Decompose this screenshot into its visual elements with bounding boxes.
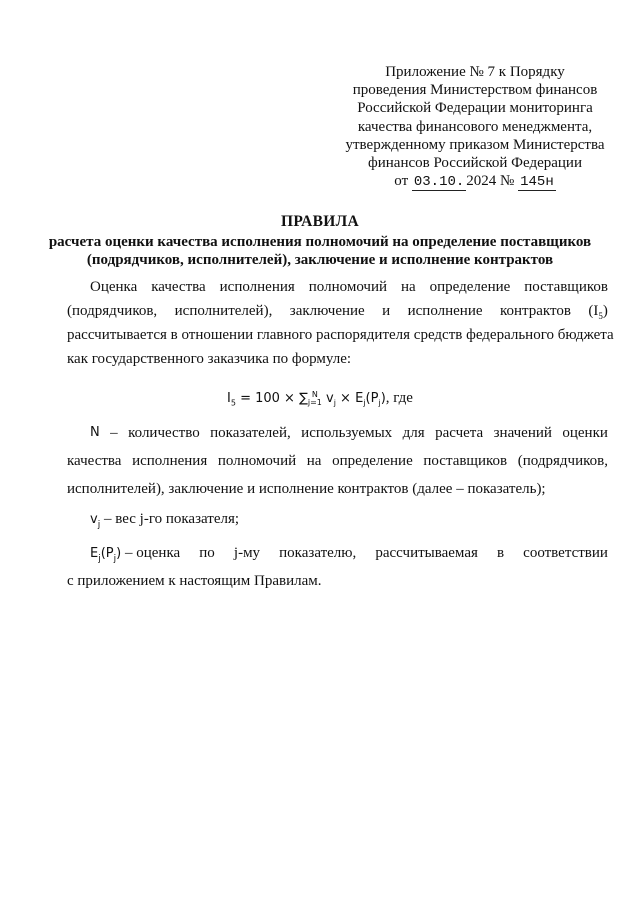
symbol-sub: 5 bbox=[598, 311, 603, 321]
intro-line-2 bbox=[67, 299, 608, 323]
symbol-close: ) bbox=[602, 303, 608, 319]
appendix-line-2: проведения Министерством финансов bbox=[352, 82, 598, 99]
word: используемых bbox=[301, 425, 393, 441]
title-sub-line-2: (подрядчиков, исполнителей), заключение и исполнение контрактов bbox=[86, 252, 554, 268]
word: значений bbox=[493, 425, 552, 441]
word: поставщиков bbox=[423, 453, 508, 469]
word: оценки bbox=[562, 425, 608, 441]
word: качества bbox=[67, 453, 122, 469]
formula-rhs: = 100 × ∑ bbox=[235, 391, 308, 406]
title-main: ПРАВИЛА bbox=[281, 213, 359, 230]
symbol-open: (I bbox=[588, 303, 599, 319]
def-e-line-1 bbox=[67, 541, 608, 565]
def-n-line-3: исполнителей), заключение и исполнение контрактов (далее – показатель); bbox=[67, 481, 546, 497]
word: рассчитываемая bbox=[375, 545, 478, 561]
appendix-line-5: утвержденному приказом Министерства bbox=[345, 136, 605, 153]
appendix-line-1: Приложение № 7 к Порядку bbox=[385, 64, 565, 80]
word: контрактов bbox=[499, 303, 571, 319]
order-date: 03.10. bbox=[413, 174, 465, 191]
v-text: – вес j-го показателя; bbox=[100, 511, 240, 527]
formula-term-sub: j bbox=[333, 398, 336, 408]
word: показателей, bbox=[210, 425, 291, 441]
appendix-line-6: финансов Российской Федерации bbox=[368, 155, 582, 172]
appendix-line-3: Российской Федерации мониторинга bbox=[357, 100, 593, 117]
def-v-line bbox=[67, 507, 608, 531]
document-title bbox=[40, 213, 600, 269]
word: Оценка bbox=[90, 279, 138, 295]
e-arg: (P bbox=[100, 546, 114, 561]
word: исполнителей), bbox=[174, 303, 273, 319]
word: полномочий bbox=[308, 279, 388, 295]
intro-line-3: рассчитывается в отношении главного распорядителя средств федерального бюджета bbox=[67, 327, 614, 343]
word: соответствии bbox=[523, 545, 608, 561]
word: исполнения bbox=[219, 279, 295, 295]
indicator-symbol bbox=[588, 299, 608, 323]
word: и bbox=[382, 303, 391, 319]
word: на bbox=[401, 279, 416, 295]
appendix-date-line bbox=[330, 172, 620, 191]
word: j-му bbox=[233, 545, 261, 561]
order-number: 145н bbox=[520, 174, 554, 191]
v-sub: j bbox=[97, 520, 101, 530]
definitions bbox=[67, 421, 608, 593]
formula-arg-close: ) bbox=[380, 391, 386, 406]
title-sub-line-1: расчета оценки качества исполнения полномочий на определение поставщиков bbox=[48, 234, 592, 250]
word: для bbox=[402, 425, 425, 441]
e-arg-sub: j bbox=[113, 554, 117, 564]
word: показателю, bbox=[279, 545, 357, 561]
word: полномочий bbox=[217, 453, 297, 469]
word: поставщиков bbox=[524, 279, 608, 295]
word: исполнения bbox=[132, 453, 208, 469]
def-n-line-2 bbox=[67, 449, 608, 473]
word: (подрядчиков, bbox=[67, 303, 158, 319]
word: – bbox=[110, 425, 118, 441]
e-arg-close: ) bbox=[116, 546, 122, 561]
appendix-line-4: качества финансового менеджмента, bbox=[357, 118, 593, 135]
formula-times: × E bbox=[335, 391, 364, 406]
paragraph-intro bbox=[67, 275, 614, 371]
e-symbol-group bbox=[90, 541, 180, 565]
appendix-block bbox=[330, 63, 620, 191]
number-prefix: № bbox=[500, 173, 515, 190]
v-symbol: v bbox=[90, 512, 98, 527]
formula-e-sub: j bbox=[363, 398, 366, 408]
word: по bbox=[199, 545, 215, 561]
e-sub: j bbox=[98, 554, 101, 564]
formula-sum-sup: N bbox=[311, 389, 318, 399]
word: – оценка bbox=[125, 545, 181, 561]
word: расчета bbox=[435, 425, 484, 441]
word: определение bbox=[332, 453, 413, 469]
formula-arg: (P bbox=[365, 391, 379, 406]
formula-term: v bbox=[321, 391, 334, 406]
formula bbox=[0, 386, 640, 416]
word: (подрядчиков, bbox=[517, 453, 608, 469]
e-symbol: E bbox=[90, 546, 99, 561]
formula-sum-sub: j=1 bbox=[307, 397, 322, 407]
word: в bbox=[496, 545, 505, 561]
order-year: 2024 bbox=[466, 173, 497, 190]
word: заключение bbox=[289, 303, 365, 319]
intro-line-1 bbox=[67, 275, 608, 299]
intro-line-4: как государственного заказчика по формуле: bbox=[67, 351, 352, 367]
def-n-line-1 bbox=[67, 421, 608, 445]
def-e-line-2: с приложением к настоящим Правилам. bbox=[67, 573, 322, 589]
formula-suffix: , где bbox=[385, 390, 413, 406]
formula-lhs: I bbox=[227, 391, 231, 406]
n-symbol: N bbox=[90, 425, 100, 440]
word: определение bbox=[429, 279, 511, 295]
word: исполнение bbox=[407, 303, 483, 319]
word: на bbox=[306, 453, 322, 469]
formula-lhs-sub: 5 bbox=[230, 398, 236, 408]
formula-arg-sub: j bbox=[378, 398, 381, 408]
word: количество bbox=[128, 425, 200, 441]
date-prefix: от bbox=[394, 173, 409, 190]
word: качества bbox=[151, 279, 206, 295]
